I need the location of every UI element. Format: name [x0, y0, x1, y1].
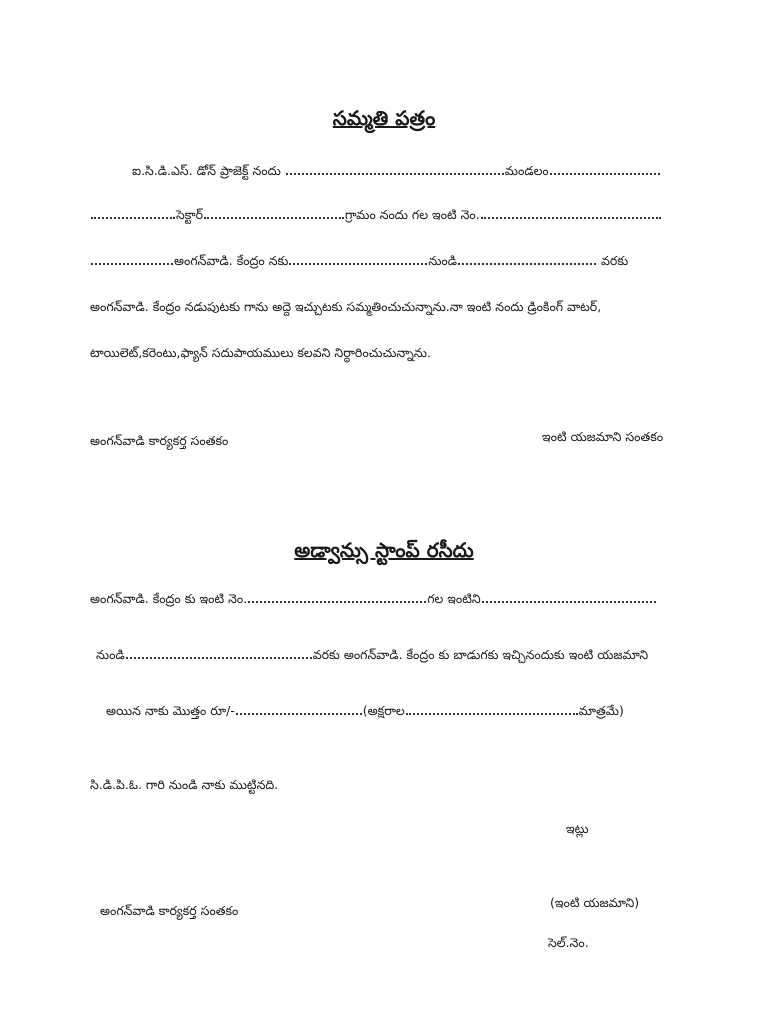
consent-line-1	[132, 162, 661, 180]
mandal-name-blank[interactable]	[550, 169, 660, 175]
receipt-centre-label: అంగన్‌వాడి. కేంద్రం కు ఇంటి నెం.	[90, 591, 248, 606]
consent-paragraph-line-1: అంగన్‌వాడి. కేంద్రం నడుపుటకు గాను అద్దె ఇచ్చుటకు సమ్మతించుచున్నాను.నా ఇంటి నందు డ్రింకింగ్ వాటర్,	[90, 299, 602, 314]
receipt-to-label: వరకు అంగన్‌వాడి. కేంద్రం కు బాడుగకు ఇచ్చినందుకు ఇంటి యజమాని	[312, 647, 649, 662]
amount-words-label: (అక్షరాల	[362, 703, 405, 718]
village-label: గ్రామం నందు గల ఇంటి నెం.	[345, 207, 480, 222]
receipt-line-4: సి.డి.పి.ఓ. గారి నుండి నాకు ముట్టినది.	[90, 777, 279, 792]
receipt-from-label: నుండి	[96, 647, 125, 662]
receipt-worker-signature: అంగన్‌వాడి కార్యకర్త సంతకం	[100, 903, 239, 918]
receipt-line-3	[106, 702, 624, 720]
mandal-blank[interactable]	[286, 169, 504, 175]
centre-label: అంగన్‌వాడి. కేంద్రం నకు	[174, 253, 289, 268]
mandal-label: మండలం	[504, 163, 549, 178]
receipt-place: ఇట్లు	[566, 821, 589, 836]
consent-paragraph-line-2: టాయిలెట్,కరెంటు,ఫ్యాన్ సదుపాయములు కలవని నిర్ధారించుచున్నాను.	[90, 345, 431, 360]
to-label: వరకు	[601, 253, 629, 268]
receipt-house-label: గల ఇంటిని	[427, 591, 481, 606]
receipt-house-blank[interactable]	[482, 597, 656, 603]
only-label: మాత్రమే)	[578, 703, 624, 718]
consent-line-3	[90, 252, 628, 270]
consent-line-2	[90, 206, 662, 224]
consent-letter-title: సమ్మతి పత్రం	[332, 106, 436, 130]
advance-receipt-title: అడ్వాన్సు స్టాంప్ రసీదు	[294, 538, 474, 562]
amount-blank[interactable]	[236, 709, 362, 715]
to-date-blank[interactable]	[458, 259, 596, 265]
from-date-blank[interactable]	[289, 259, 427, 265]
receipt-line-2	[96, 646, 648, 664]
consent-owner-signature: ఇంటి యజమాని సంతకం	[542, 429, 664, 444]
period-blank-1[interactable]	[91, 259, 173, 265]
receipt-line-1	[90, 590, 657, 608]
receipt-from-blank[interactable]	[126, 653, 312, 659]
village-blank[interactable]	[204, 213, 344, 219]
receipt-house-number-blank[interactable]	[248, 597, 426, 603]
sector-blank[interactable]	[91, 213, 175, 219]
house-number-blank[interactable]	[481, 213, 661, 219]
amount-words-blank[interactable]	[406, 709, 578, 715]
sector-label: సెక్టార్	[176, 207, 204, 222]
consent-worker-signature: అంగన్‌వాడి కార్యకర్త సంతకం	[90, 433, 229, 448]
project-label: ఐ.సి.డి.ఎస్. డోన్ ప్రాజెక్ట్ నందు	[132, 163, 281, 178]
receipt-owner-label: (ఇంటి యజమాని)	[550, 895, 640, 910]
receipt-cell-label: సెల్.నెం.	[548, 935, 589, 950]
receipt-amount-label: అయిన నాకు మొత్తం రూ/-	[106, 703, 235, 718]
from-label: నుండి	[428, 253, 458, 268]
